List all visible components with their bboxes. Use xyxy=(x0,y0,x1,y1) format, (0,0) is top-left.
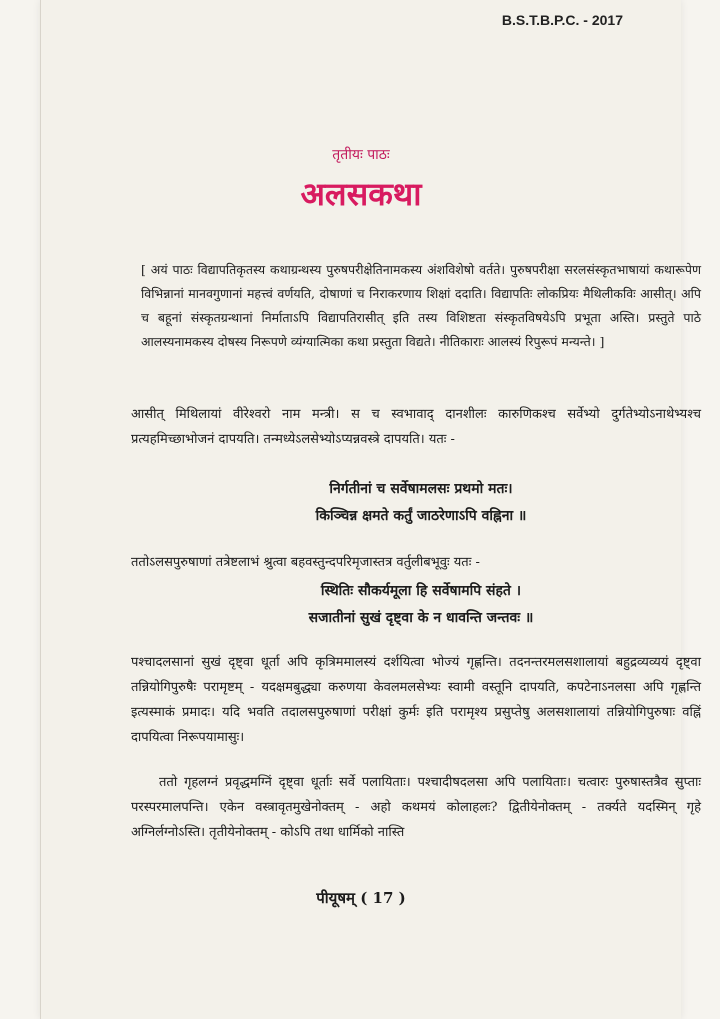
page-footer: पीयूषम् ( 17 ) xyxy=(316,889,406,907)
board-code: B.S.T.B.P.C. - 2017 xyxy=(501,12,623,28)
verse-2 xyxy=(41,578,681,632)
paragraph-3: पश्चादलसानां सुखं दृष्ट्वा धूर्ता अपि कृत्रिममालस्यं दर्शयित्वा भोज्यं गृह्णन्ति। तदनन्तरमलसशालायां बहुद्रव्यव्ययं दृष्ट्वा तन्नियोगिपुरुषैः परामृष्टम् - यदक्षमबुद्ध्या करुणया केवलमलसेभ्यः स्वामी वस्तूनि दापयति, कपटेनाऽनलसा अपि गृह्णन्ति इत्यस्माकं प्रमादः। यदि भवति तदालसपुरुषाणां परीक्षां कुर्मः इति परामृश्य प्रसुप्तेषु अलसशालायां तन्नियोगिपुरुषाः वह्निं दापयित्वा निरूपयामासुः। xyxy=(131,655,701,745)
book-page xyxy=(40,0,701,1019)
verse-2-line-1: स्थितिः सौकर्यमूला हि सर्वेषामपि संहते । xyxy=(320,583,522,599)
lesson-number: तृतीयः पाठः xyxy=(332,147,390,163)
verse-1-line-2: किञ्चिन्न क्षमते कर्तुं जाठरेणाऽपि वह्निना ॥ xyxy=(315,508,527,524)
lesson-title: अलसकथा xyxy=(300,175,422,213)
lesson-introduction: [ अयं पाठः विद्यापतिकृतस्य कथाग्रन्थस्य पुरुषपरीक्षेतिनामकस्य अंशविशेषो वर्तते। पुरुषपरीक्षा सरलसंस्कृतभाषायां कथारूपेण विभिन्नानां मानवगुणानां महत्त्वं वर्णयति, दोषाणां च निराकरणाय शिक्षां ददाति। विद्यापतिः लोकप्रियः मैथिलीकविः आसीत्। अपि च बहूनां संस्कृतग्रन्थानां निर्माताऽपि विद्यापतिरासीत् इति तस्य विशिष्टता संस्कृतविषयेऽपि प्रभूता अस्ति। प्रस्तुते पाठे आलस्यनामकस्य दोषस्य निरूपणे व्यंग्यात्मिका कथा प्रस्तुता विद्यते। नीतिकाराः आलस्यं रिपुरूपं मन्यन्ते। ] xyxy=(141,262,701,349)
paragraph-2: ततोऽलसपुरुषाणां तत्रेष्टलाभं श्रुत्वा बहवस्तुन्दपरिमृजास्तत्र वर्तुलीबभूवुः यतः - xyxy=(131,555,480,570)
verse-1 xyxy=(41,476,681,530)
verse-2-line-2: सजातीनां सुखं दृष्ट्वा के न धावन्ति जन्तवः ॥ xyxy=(308,610,534,626)
paragraph-4: ततो गृहलग्नं प्रवृद्धमग्निं दृष्ट्वा धूर्ताः सर्वे पलायिताः। पश्चादीषदलसा अपि पलायिताः। चत्वारः पुरुषास्तत्रैव सुप्ताः परस्परमालपन्ति। एकेन वस्त्रावृतमुखेनोक्तम् - अहो कथमयं कोलाहलः? द्वितीयेनोक्तम् - तर्क्यते यदस्मिन् गृहे अग्निर्लग्नोऽस्ति। तृतीयेनोक्तम् - कोऽपि तथा धार्मिको नास्ति xyxy=(131,775,701,840)
verse-1-line-1: निर्गतीनां च सर्वेषामलसः प्रथमो मतः। xyxy=(329,481,513,497)
paragraph-1: आसीत् मिथिलायां वीरेश्वरो नाम मन्त्री। स च स्वभावाद् दानशीलः कारुणिकश्च सर्वेभ्यो दुर्गतेभ्योऽनाथेभ्यश्च प्रत्यहमिच्छाभोजनं दापयति। तन्मध्येऽलसेभ्योऽप्यन्नवस्त्रे दापयति। यतः - xyxy=(131,407,701,447)
